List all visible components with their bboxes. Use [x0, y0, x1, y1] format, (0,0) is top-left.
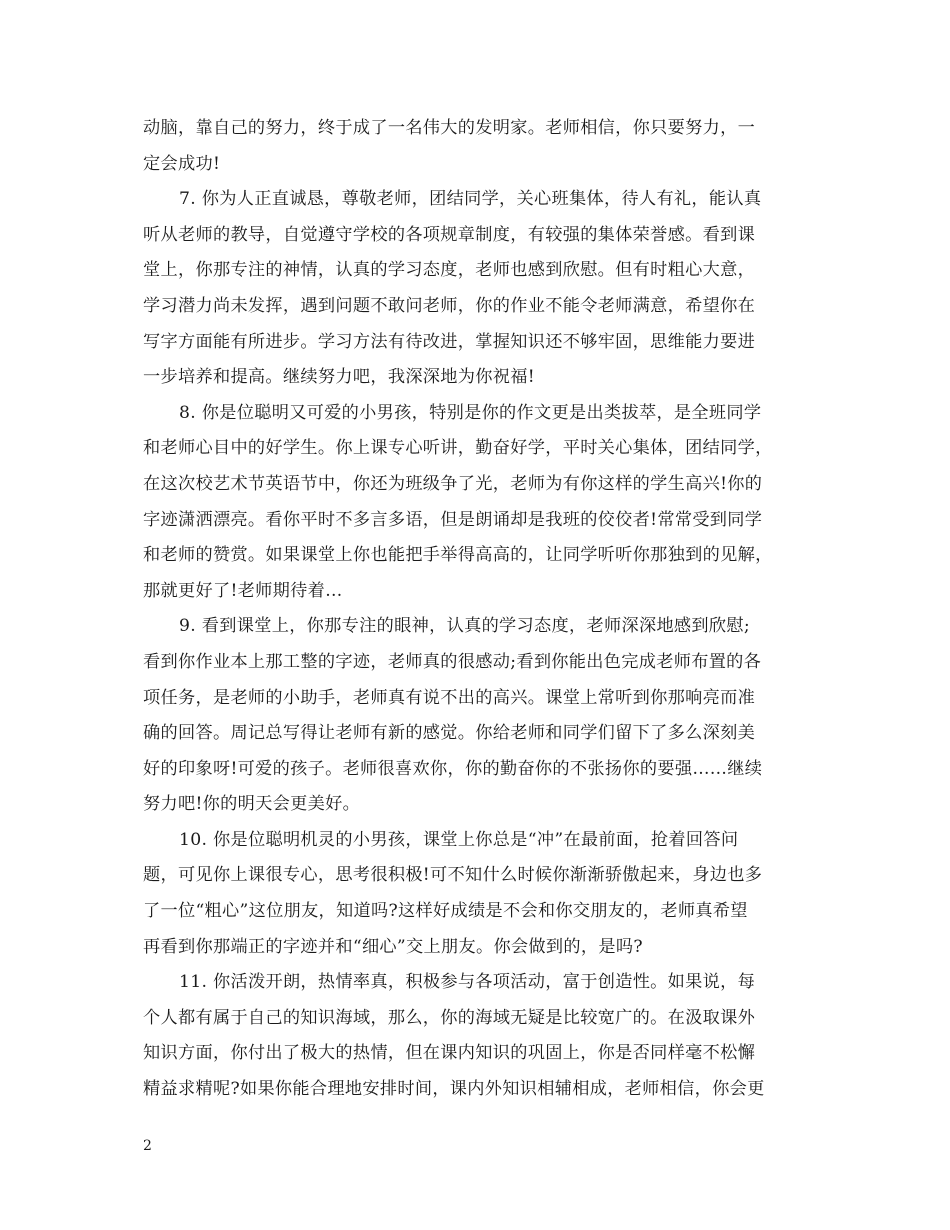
- paragraph-item-11: [143, 965, 828, 1107]
- paragraph-item-8: [143, 396, 828, 610]
- paragraph-item-10: [143, 823, 828, 965]
- text-line: 努力吧!你的明天会更美好。: [143, 794, 361, 815]
- text-line: 堂上，你那专注的神情，认真的学习态度，老师也感到欣慰。但有时粗心大意，: [143, 260, 756, 281]
- text-line: 个人都有属于自己的知识海域，那么，你的海域无疑是比较宽广的。在汲取课外: [143, 1007, 756, 1028]
- text-line: 好的印象呀!可爱的孩子。老师很喜欢你，你的勤奋你的不张扬你的要强……继续: [143, 758, 763, 779]
- paragraph-continuation: [143, 111, 828, 182]
- text-line: 看到你作业本上那工整的字迹，老师真的很感动;看到你能出色完成老师布置的各: [143, 651, 762, 672]
- text-line: 题，可见你上课很专心，思考很积极!可不知什么时候你渐渐骄傲起来，身边也多: [143, 865, 763, 886]
- text-line: 9. 看到课堂上，你那专注的眼神，认真的学习态度，老师深深地感到欣慰;: [179, 616, 750, 637]
- text-line: 了一位“粗心”这位朋友，知道吗?这样好成绩是不会和你交朋友的，老师真希望: [143, 901, 748, 922]
- text-line: 10. 你是位聪明机灵的小男孩，课堂上你总是“冲”在最前面，抢着回答问: [179, 829, 739, 850]
- text-line: 和老师心目中的好学生。你上课专心听讲，勤奋好学，平时关心集体，团结同学，: [143, 438, 773, 459]
- text-line: 写字方面能有所进步。学习方法有待改进，掌握知识还不够牢固，思维能力要进: [143, 331, 756, 352]
- paragraph-item-7: [143, 182, 828, 396]
- text-line: 学习潜力尚未发挥，遇到问题不敢问老师，你的作业不能令老师满意，希望你在: [143, 295, 756, 316]
- text-line: 8. 你是位聪明又可爱的小男孩，特别是你的作文更是出类拔萃，是全班同学: [179, 402, 762, 423]
- text-line: 7. 你为人正直诚恳，尊敬老师，团结同学，关心班集体，待人有礼，能认真: [179, 189, 762, 210]
- text-line: 动脑，靠自己的努力，终于成了一名伟大的发明家。老师相信，你只要努力，一: [143, 118, 756, 138]
- text-line: 在这次校艺术节英语节中，你还为班级争了光，老师为有你这样的学生高兴!你的: [143, 473, 763, 494]
- text-line: 11. 你活泼开朗，热情率真，积极参与各项活动，富于创造性。如果说，每: [179, 972, 756, 993]
- page-number: 2: [143, 1138, 152, 1154]
- text-line: 确的回答。周记总写得让老师有新的感觉。你给老师和同学们留下了多么深刻美: [143, 723, 756, 744]
- text-line: 项任务，是老师的小助手，老师真有说不出的高兴。课堂上常听到你那响亮而准: [143, 687, 756, 708]
- text-line: 定会成功!: [143, 153, 221, 174]
- paragraph-item-9: [143, 609, 828, 823]
- text-line: 一步培养和提高。继续努力吧，我深深地为你祝福!: [143, 367, 535, 388]
- text-line: 知识方面，你付出了极大的热情，但在课内知识的巩固上，你是否同样毫不松懈: [143, 1043, 756, 1064]
- text-line: 那就更好了!老师期待着…: [143, 580, 343, 601]
- text-line: 和老师的赞赏。如果课堂上你也能把手举得高高的，让同学听听你那独到的见解，: [143, 545, 773, 566]
- page-body: [143, 111, 828, 1108]
- text-line: 精益求精呢?如果你能合理地安排时间，课内外知识相辅相成，老师相信，你会更: [143, 1079, 765, 1100]
- text-line: 字迹潇洒漂亮。看你平时不多言多语，但是朗诵却是我班的佼佼者!常常受到同学: [143, 509, 763, 530]
- text-line: 再看到你那端正的字迹并和“细心”交上朋友。你会做到的，是吗?: [143, 936, 643, 957]
- text-line: 听从老师的教导，自觉遵守学校的各项规章制度，有较强的集体荣誉感。看到课: [143, 224, 756, 245]
